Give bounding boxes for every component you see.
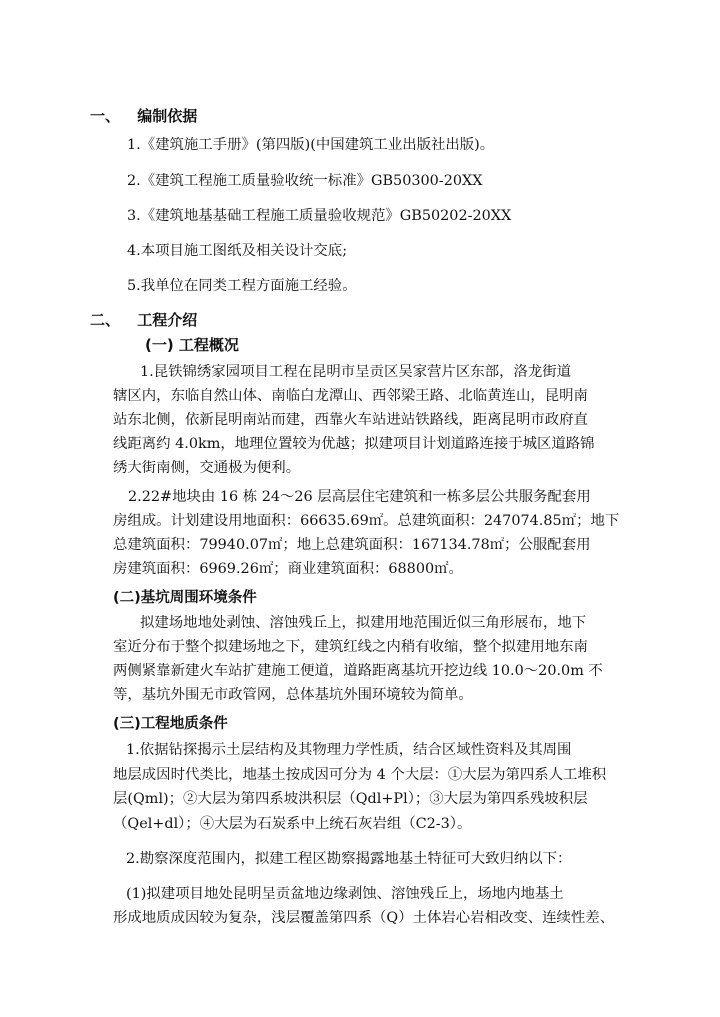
overview-para-1-line-4: 线距离约 4.0km，地理位置较为优越；拟建项目计划道路连接于城区道路锦 bbox=[113, 436, 595, 452]
environment-line-1: 拟建场地地处剥蚀、溶蚀残丘上，拟建用地范围近似三角形展布，地下 bbox=[140, 615, 587, 631]
subsection-2-title: (二)基坑周围环境条件 bbox=[113, 590, 257, 606]
overview-para-2-line-3: 总建筑面积：79940.07㎡；地上总建筑面积：167134.78㎡；公服配套用 bbox=[113, 537, 591, 553]
overview-para-2-line-2: 房组成。计划建设用地面积：66635.69㎡。总建筑面积：247074.85㎡；地下 bbox=[113, 513, 620, 529]
geology-para-1-line-4: （Qel+dl）；④大层为石炭系中上统石灰岩组（C2-3）。 bbox=[113, 816, 472, 832]
section-1-heading bbox=[90, 106, 720, 126]
overview-para-2-line-1: 2.22#地块由 16 栋 24～26 层高层住宅建筑和一栋多层公共服务配套用 bbox=[128, 489, 591, 505]
geology-para-1-line-3: 层(Qml)；②大层为第四系坡洪积层（Qdl+Pl）；③大层为第四系残坡积层 bbox=[113, 791, 588, 807]
section-2-number: 二、 bbox=[90, 311, 121, 329]
basis-item-3: 3.《建筑地基基础工程施工质量验收规范》GB50202-20XX bbox=[127, 208, 512, 224]
section-2-heading bbox=[90, 310, 720, 330]
environment-line-3: 两侧紧靠新建火车站扩建施工便道，道路距离基坑开挖边线 10.0～20.0m 不 bbox=[113, 663, 603, 679]
overview-para-1-line-1: 1.昆铁锦绣家园项目工程在昆明市呈贡区吴家营片区东部，洛龙街道 bbox=[140, 364, 572, 380]
overview-para-1-line-3: 站东北侧，依新昆明南站而建，西靠火车站进站铁路线，距离昆明市政府直 bbox=[113, 412, 588, 428]
section-1-number: 一、 bbox=[90, 107, 121, 125]
section-1-title: 编制依据 bbox=[137, 107, 198, 125]
basis-item-1: 1.《建筑施工手册》(第四版)(中国建筑工业出版社出版)。 bbox=[127, 137, 495, 153]
subsection-3-title: (三)工程地质条件 bbox=[113, 716, 228, 732]
environment-line-4: 等，基坑外围无市政管网，总体基坑外围环境较为简单。 bbox=[113, 687, 473, 703]
overview-para-1-line-5: 绣大街南侧，交通极为便利。 bbox=[113, 460, 301, 476]
environment-line-2: 室近分布于整个拟建场地之下，建筑红线之内稍有收缩，整个拟建用地东南 bbox=[113, 639, 588, 655]
subsection-1-title: (一) 工程概况 bbox=[145, 336, 239, 354]
basis-item-5: 5.我单位在同类工程方面施工经验。 bbox=[127, 278, 357, 294]
section-2-title: 工程介绍 bbox=[137, 311, 198, 329]
geology-para-2: 2.勘察深度范围内，拟建工程区勘察揭露地基土特征可大致归纳以下： bbox=[126, 851, 572, 867]
overview-para-1-line-2: 辖区内，东临自然山体、南临白龙潭山、西邻梁王路、北临黄连山，昆明南 bbox=[113, 388, 588, 404]
geology-para-1-line-1: 1.依据钻探揭示土层结构及其物理力学性质，结合区域性资料及其周围 bbox=[126, 742, 572, 758]
geology-para-3-line-1: (1)拟建项目地处昆明呈贡盆地边缘剥蚀、溶蚀残丘上，场地内地基土 bbox=[126, 886, 564, 902]
basis-item-2: 2.《建筑工程施工质量验收统一标准》GB50300-20XX bbox=[127, 173, 483, 189]
geology-para-3-line-2: 形成地质成因较为复杂，浅层覆盖第四系（Q）土体岩心岩相改变、连续性差、 bbox=[113, 910, 615, 926]
geology-para-1-line-2: 地层成因时代类比，地基土按成因可分为 4 个大层：①大层为第四系人工堆积 bbox=[113, 767, 607, 783]
basis-item-4: 4.本项目施工图纸及相关设计交底; bbox=[127, 243, 348, 259]
overview-para-2-line-4: 房建筑面积：6969.26㎡；商业建筑面积：68800㎡。 bbox=[113, 561, 463, 577]
